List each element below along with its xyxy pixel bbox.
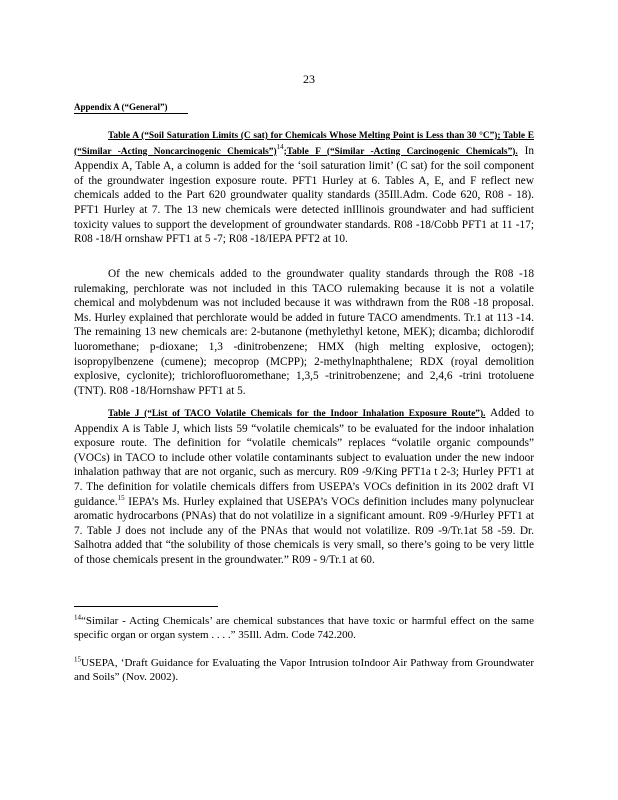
paragraph-2-body: Of the new chemicals added to the groundwater quality standards through the R08 -18 rulemaking, perchlorate was not included in this TACO rulemaking because it is not a volatile chemical and molybdenum was not included because it was withdrawn from the R08 -18 proposal. Ms. Hurley explained that perchlorate would be added in future TACO amendments. Tr.1 at 113 -14. The remaining 13 new chemicals are: 2-butanone (methylethyl ketone, MEK); dicamba; dichlorodif luoromethane; p-dioxane; 1,3 -dinitrobenzene; HMX (high melting explosive, octogen); isopropylbenzene (cumene); mecoprop (MCPP); 2-methylnaphthalene; RDX (royal demolition explosive, cyclonite); trichlorofluoromethane; 1,3,5 -trinitrobenzene; and 2,4,6 -trini trotoluene (TNT). R08 -18/Hornshaw PFT1 at 5. [74,268,534,397]
table-a-e-heading: Table A (“Soil Saturation Limits (C sat) for Chemicals Whose Melting Point is Less than 30 °C”); Table E (“Similar -Acting Noncarcinogenic Chemicals”) [74,131,534,157]
paragraph-2 [74,267,534,398]
footnote-14-number: 14 [74,613,81,622]
footnote-14-text: “Similar - Acting Chemicals’ are chemical substances that have toxic or harmful effect on the same specific organ or organ system . . . .” 35Ill. Adm. Code 742.200. [74,615,534,642]
table-j-heading: Table J (“List of TACO Volatile Chemicals for the Indoor Inhalation Exposure Route”). [108,409,486,419]
footnote-15 [74,656,534,685]
paragraph-3-body-b: IEPA’s Ms. Hurley explained that USEPA’s VOCs definition includes many polynuclear aromatic hydrocarbons (PNAs) that do not volatilize in a significant amount. R09 -9/Hurley PFT1 at 7. Table J does not include any of the PNAs that would not volatilize. R09 -9/Tr.1at 58 -59. Dr. Salhotra added that “the solubility of those chemicals is very small, so there’s going to be very little of those chemicals present in the groundwater.” R09 - 9/Tr.1 at 60. [74,495,534,566]
section-heading: Appendix A (“General”) [74,101,188,114]
footnote-divider [74,606,218,607]
page-number: 23 [303,72,315,86]
footnote-ref-14: 14 [276,142,284,151]
table-f-heading: ;Table F (“Similar -Acting Carcinogenic Chemicals”). [283,146,518,157]
paragraph-3 [74,406,534,568]
paragraph-1-body: In Appendix A, Table A, a column is added for the ‘soil saturation limit’ (C sat) for the soil component of the groundwater ingestion exposure route. PFT1 Hurley at 6. Tables A, E, and F reflect new chemicals added to the Part 620 groundwater quality standards (35Ill.Adm. Code 620, R08 - 18). PFT1 Hurley at 7. The 13 new chemicals were detected inIllinois groundwater and had sufficient toxicity values to support the development of groundwater standards. R08 -18/Cobb PFT1 at 11 -17; R08 -18/H ornshaw PFT1 at 5 -7; R08 -18/IEPA PFT2 at 10. [74,144,534,246]
footnote-ref-15: 15 [117,493,125,502]
footnote-14 [74,614,534,643]
paragraph-1 [74,128,534,247]
paragraph-3-body-a: Added to Appendix A is Table J, which lists 59 “volatile chemicals” to be evaluated for the indoor inhalation exposure route. The definition for “volatile chemicals” replaces “volatile organic compounds” (VOCs) in TACO to include other volatile contaminants subject to evaluation under the new indoor inhalation pathway that are not organic, such as mercury. R09 -9/King PFT1a t 2-3; Hurley PFT1 at 7. The definition for volatile chemicals differs from USEPA’s VOCs definition in its 2002 draft VI guidance. [74,407,535,508]
footnote-15-number: 15 [74,655,81,664]
footnote-15-text: USEPA, ‘Draft Guidance for Evaluating the Vapor Intrusion toIndoor Air Pathway from Groundwater and Soils” (Nov. 2002). [74,657,534,684]
